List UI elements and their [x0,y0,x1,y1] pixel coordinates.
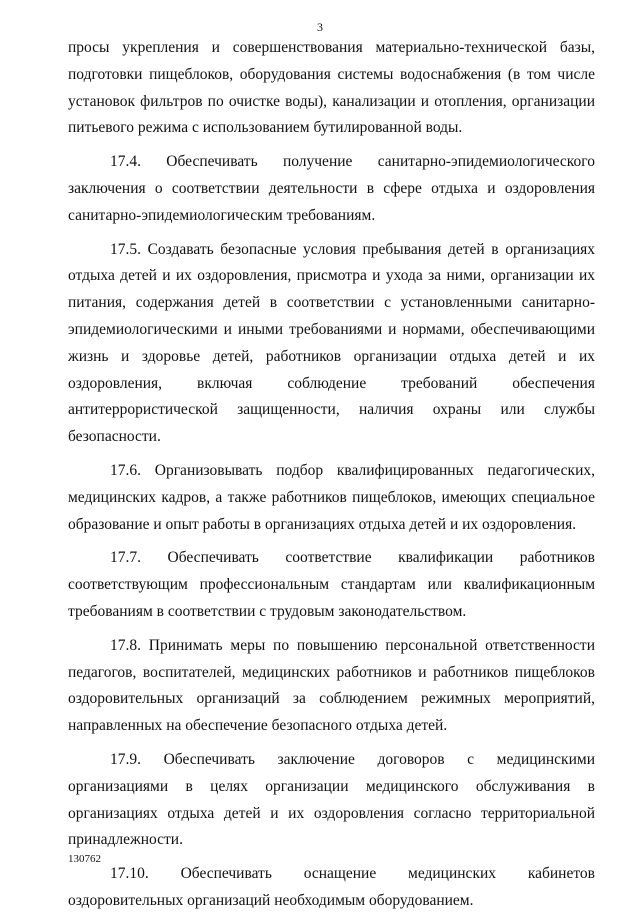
paragraph-continuation: просы укрепления и совершенствования материально-технической базы, подготовки пищеблоков, оборудования системы водоснабжения (в том числе установок фильтров по очистке воды), канализации и отопления, организации питьевого режима с использованием бутилированной воды. [68,39,595,137]
page-number: 3 [317,20,323,34]
paragraph-17-10: 17.10. Обеспечивать оснащение медицинских кабинетов оздоровительных организаций необходимым оборудованием. [68,865,595,909]
paragraph-17-7: 17.7. Обеспечивать соответствие квалификации работников соответствующим профессиональным стандартам или квалификационным требованиям в соответствии с трудовым законодательством. [68,549,595,620]
paragraph-17-9: 17.9. Обеспечивать заключение договоров с медицинскими организациями в целях организации медицинского обслуживания в организациях отдыха детей и их оздоровления согласно территориальной принадлежности. [68,750,595,849]
document-code: 130762 [68,853,101,865]
paragraph-17-5: 17.5. Создавать безопасные условия пребывания детей в организациях отдыха детей и их оздоровления, присмотра и ухода за ними, организации их питания, содержания детей в соответствии с установленными санитарно-эпидемиологическими и иными требованиями и нормами, обеспечивающими жизнь и здоровье детей, работников организации отдыха детей и их оздоровления, включая соблюдение требований обеспечения антитеррористической защищенности, наличия охраны или службы безопасности. [68,240,595,446]
document-body [68,35,595,922]
paragraph-17-6: 17.6. Организовывать подбор квалифицированных педагогических, медицинских кадров, а также работников пищеблоков, имеющих специальное образование и опыт работы в организациях отдыха детей и их оздоровления. [68,461,595,533]
paragraph-17-4: 17.4. Обеспечивать получение санитарно-эпидемиологического заключения о соответствии деятельности в сфере отдыха и оздоровления санитарно-эпидемиологическим требованиям. [68,153,595,224]
paragraph-17-8: 17.8. Принимать меры по повышению персональной ответственности педагогов, воспитателей, медицинских работников и работников пищеблоков оздоровительных организаций за соблюдением режимных мероприятий, направленных на обеспечение безопасного отдыха детей. [68,636,595,735]
